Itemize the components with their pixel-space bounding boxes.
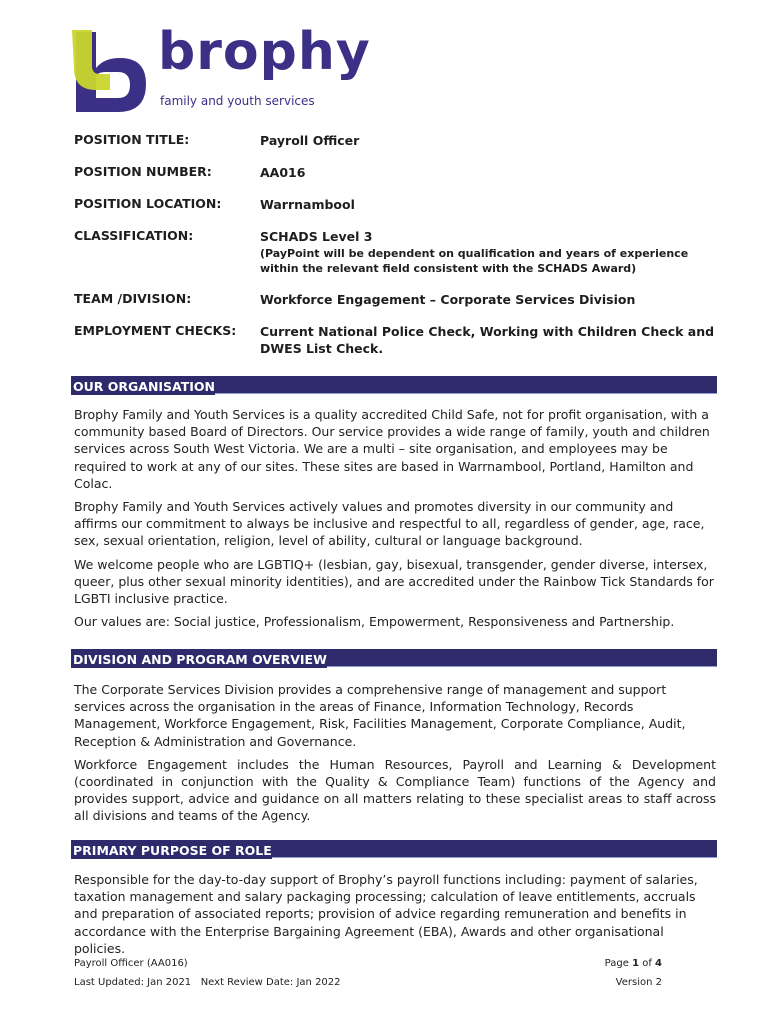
section-body-division — [74, 681, 716, 831]
paragraph: We welcome people who are LGBTIQ+ (lesbian, gay, bisexual, transgender, gender diverse, intersex, queer, plus other sexual minority identities), and are accredited under the Rainbow Tick Standards for LGBTI inclusive practice. — [74, 556, 714, 607]
paragraph: Our values are: Social justice, Professionalism, Empowerment, Responsiveness and Partnership. — [74, 614, 675, 630]
brophy-logo — [70, 22, 371, 118]
paragraph: Workforce Engagement includes the Human Resources, Payroll and Learning & Development (coordinated in conjunction with the Quality & Compliance Team) functions of the Agency and provides support, advice and guidance on all matters relating to these specialist areas to staff across all divisions and teams of the Agency. — [74, 756, 716, 824]
field-value: AA016 — [260, 165, 306, 180]
field-label: EMPLOYMENT CHECKS: — [74, 323, 237, 338]
footer-page-number: Page 1 of 4 — [604, 958, 662, 969]
field-value: Payroll Officer — [260, 133, 360, 148]
field-value: Workforce Engagement – Corporate Services Division — [260, 292, 636, 307]
field-position-location — [74, 196, 724, 213]
field-label: POSITION LOCATION: — [74, 196, 222, 211]
field-value: SCHADS Level 3 — [260, 229, 373, 244]
field-classification — [74, 228, 724, 276]
field-note: (PayPoint will be dependent on qualification and years of experience within the relevant field consistent with the SCHADS Award) — [260, 247, 689, 275]
section-body-purpose — [74, 871, 716, 963]
field-position-title — [74, 132, 724, 149]
field-label: POSITION NUMBER: — [74, 164, 212, 179]
position-fields — [74, 132, 724, 372]
logo-wordmark: brophy — [158, 22, 371, 82]
field-value: Warrnambool — [260, 197, 355, 212]
field-label: TEAM /DIVISION: — [74, 291, 192, 306]
field-label: CLASSIFICATION: — [74, 228, 194, 243]
field-value: Current National Police Check, Working with Children Check and DWES List Check. — [260, 324, 715, 356]
footer-version: Version 2 — [615, 977, 662, 988]
field-position-number — [74, 164, 724, 181]
section-heading-organisation: OUR ORGANISATION — [71, 376, 717, 394]
section-heading-division: DIVISION AND PROGRAM OVERVIEW — [71, 649, 717, 667]
brophy-b-icon — [70, 28, 160, 118]
field-employment-checks — [74, 323, 724, 357]
field-label: POSITION TITLE: — [74, 132, 190, 147]
field-team-division — [74, 291, 724, 308]
logo-tagline: family and youth services — [160, 94, 315, 108]
paragraph: Responsible for the day-to-day support of Brophy’s payroll functions including: payment of salaries, taxation management and salary packaging processing; calculation of leave entitlements, accruals and preparation of associated reports; provision of advice regarding remuneration and benefits in accordance with the Enterprise Bargaining Agreement (EBA), Awards and other organisational policies. — [74, 872, 698, 956]
page-footer — [74, 958, 662, 988]
paragraph: The Corporate Services Division provides a comprehensive range of management and support services across the organisation in the areas of Finance, Information Technology, Records Management, Workforce Engagement, Risk, Facilities Management, Corporate Compliance, Audit, Reception & Administration and Governance. — [74, 682, 686, 749]
paragraph: Brophy Family and Youth Services is a quality accredited Child Safe, not for profit organisation, with a community based Board of Directors. Our service provides a wide range of family, youth and children services across South West Victoria. We are a multi – site organisation, and employees may be required to work at any of our sites. These sites are based in Warrnambool, Portland, Hamilton and Colac. — [74, 407, 710, 491]
footer-doc-ref: Payroll Officer (AA016) — [74, 958, 188, 969]
section-heading-purpose: PRIMARY PURPOSE OF ROLE — [71, 840, 717, 858]
section-body-organisation — [74, 406, 716, 636]
paragraph: Brophy Family and Youth Services actively values and promotes diversity in our community and affirms our commitment to always be inclusive and respectful to all, regardless of gender, age, race, sex, sexual orientation, religion, level of ability, cultural or language background. — [74, 499, 705, 549]
footer-dates: Last Updated: Jan 2021 Next Review Date: Jan 2022 — [74, 977, 341, 988]
